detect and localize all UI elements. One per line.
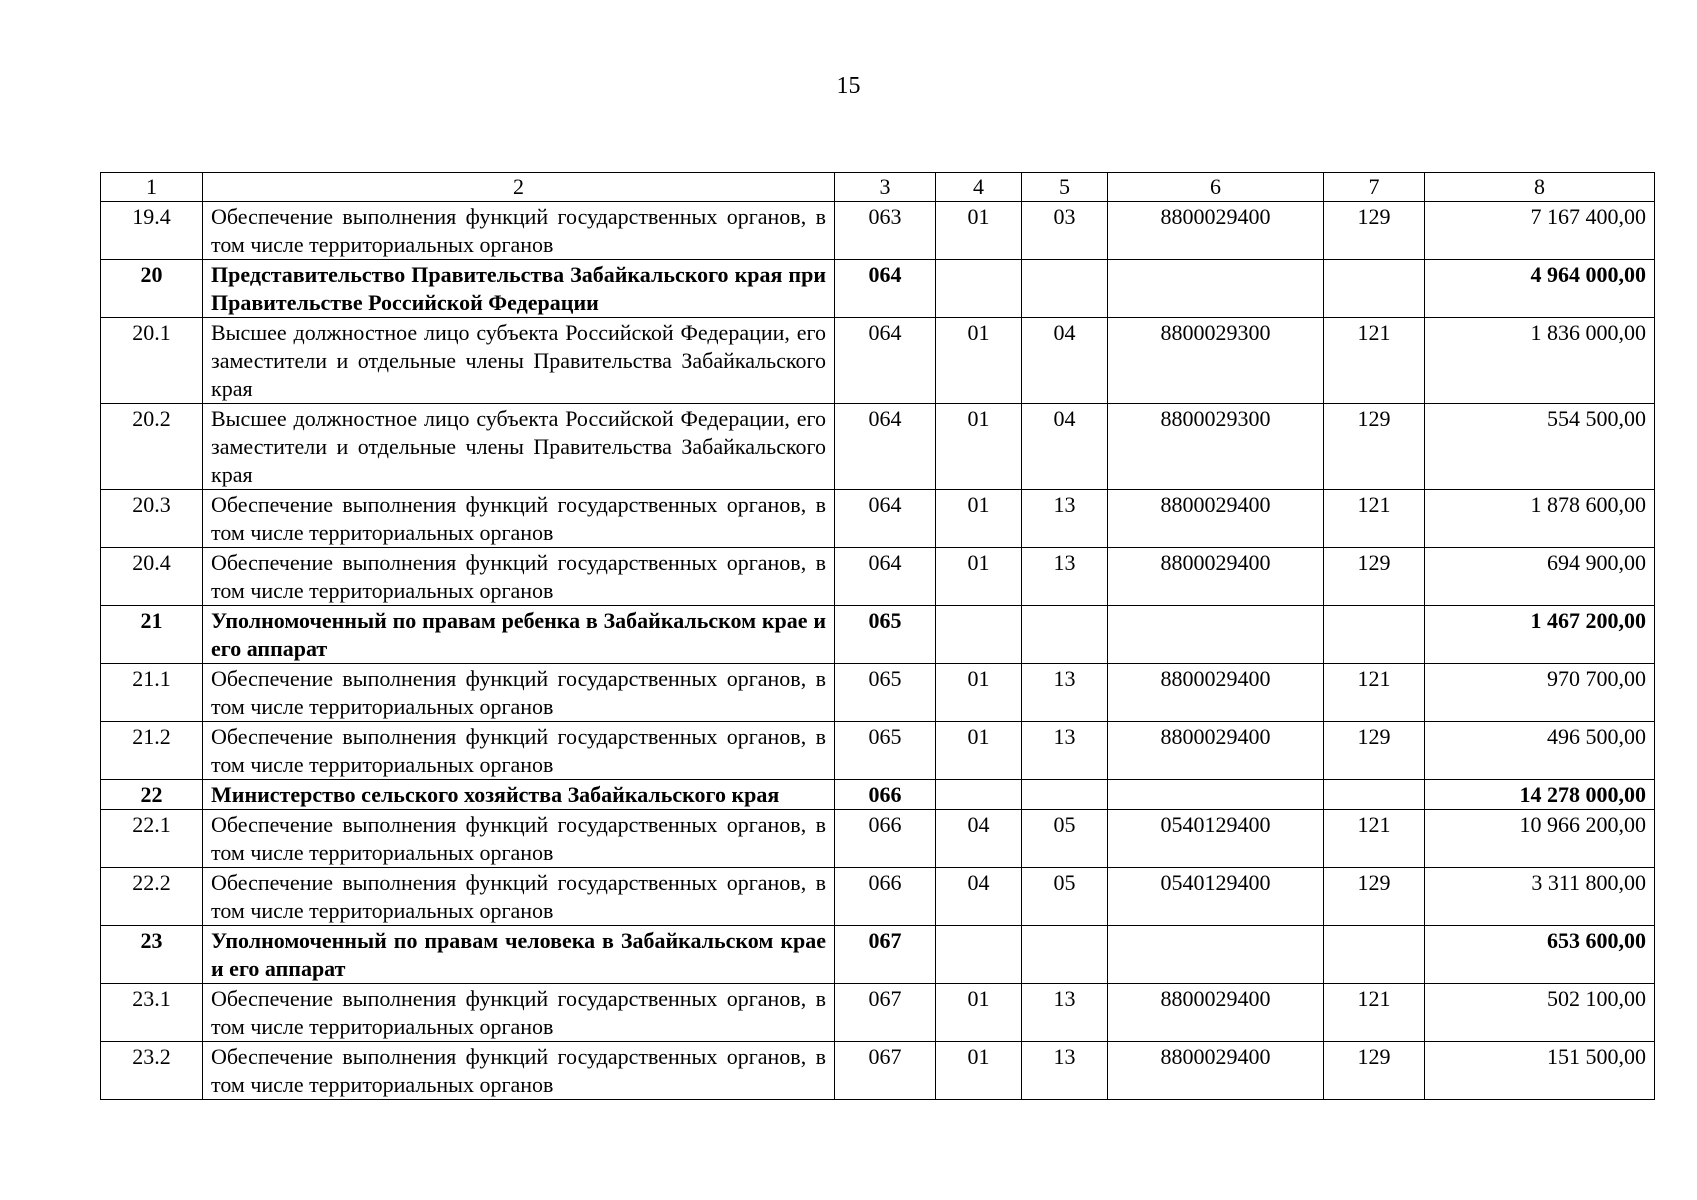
- row-number: 20.3: [101, 490, 203, 548]
- row-ministry-code: 064: [835, 490, 936, 548]
- row-amount: 3 311 800,00: [1425, 868, 1655, 926]
- row-name: Обеспечение выполнения функций государственных органов, в том числе территориальных органов: [203, 868, 835, 926]
- row-expense-code: 129: [1324, 1042, 1425, 1100]
- row-amount: 694 900,00: [1425, 548, 1655, 606]
- row-ministry-code: 067: [835, 926, 936, 984]
- row-expense-code: 129: [1324, 202, 1425, 260]
- row-target-code: 8800029400: [1108, 664, 1324, 722]
- page-number: 15: [836, 73, 861, 99]
- column-header-4: 4: [936, 173, 1022, 202]
- row-ministry-code: 066: [835, 780, 936, 810]
- table-row: [101, 810, 1655, 868]
- row-number: 22: [101, 780, 203, 810]
- row-target-code: [1108, 780, 1324, 810]
- row-target-code: 8800029400: [1108, 202, 1324, 260]
- row-amount: 10 966 200,00: [1425, 810, 1655, 868]
- row-amount: 7 167 400,00: [1425, 202, 1655, 260]
- row-expense-code: 121: [1324, 810, 1425, 868]
- row-number: 23.1: [101, 984, 203, 1042]
- row-name: Высшее должностное лицо субъекта Российской Федерации, его заместители и отдельные члены Правительства Забайкальского края: [203, 318, 835, 404]
- row-amount: 4 964 000,00: [1425, 260, 1655, 318]
- row-target-code: [1108, 926, 1324, 984]
- row-ministry-code: 064: [835, 318, 936, 404]
- row-subsection-code: 05: [1022, 810, 1108, 868]
- row-expense-code: [1324, 926, 1425, 984]
- row-number: 20.1: [101, 318, 203, 404]
- row-section-code: 01: [936, 490, 1022, 548]
- column-header-1: 1: [101, 173, 203, 202]
- column-header-5: 5: [1022, 173, 1108, 202]
- table-row-section: [101, 780, 1655, 810]
- row-number: 21: [101, 606, 203, 664]
- row-number: 23.2: [101, 1042, 203, 1100]
- row-subsection-code: 13: [1022, 984, 1108, 1042]
- table-body: [101, 202, 1655, 1100]
- row-subsection-code: [1022, 780, 1108, 810]
- table-row: [101, 1042, 1655, 1100]
- row-target-code: 8800029400: [1108, 548, 1324, 606]
- row-name: Представительство Правительства Забайкальского края при Правительстве Российской Федерации: [203, 260, 835, 318]
- row-ministry-code: 064: [835, 548, 936, 606]
- row-amount: 554 500,00: [1425, 404, 1655, 490]
- row-name: Уполномоченный по правам человека в Забайкальском крае и его аппарат: [203, 926, 835, 984]
- table-row: [101, 404, 1655, 490]
- row-number: 20: [101, 260, 203, 318]
- row-target-code: 8800029300: [1108, 404, 1324, 490]
- table-row: [101, 868, 1655, 926]
- row-ministry-code: 066: [835, 810, 936, 868]
- row-section-code: 01: [936, 1042, 1022, 1100]
- row-target-code: 8800029400: [1108, 1042, 1324, 1100]
- row-expense-code: 129: [1324, 868, 1425, 926]
- row-ministry-code: 065: [835, 722, 936, 780]
- row-number: 22.2: [101, 868, 203, 926]
- row-name: Обеспечение выполнения функций государственных органов, в том числе территориальных органов: [203, 490, 835, 548]
- table-row: [101, 664, 1655, 722]
- row-target-code: [1108, 606, 1324, 664]
- row-subsection-code: 13: [1022, 548, 1108, 606]
- row-amount: 1 467 200,00: [1425, 606, 1655, 664]
- row-ministry-code: 067: [835, 984, 936, 1042]
- row-target-code: 0540129400: [1108, 868, 1324, 926]
- row-target-code: 8800029400: [1108, 722, 1324, 780]
- table-row: [101, 202, 1655, 260]
- table-row: [101, 548, 1655, 606]
- row-expense-code: 121: [1324, 664, 1425, 722]
- row-number: 19.4: [101, 202, 203, 260]
- row-number: 20.2: [101, 404, 203, 490]
- row-name: Обеспечение выполнения функций государственных органов, в том числе территориальных органов: [203, 1042, 835, 1100]
- row-subsection-code: 03: [1022, 202, 1108, 260]
- row-section-code: 01: [936, 722, 1022, 780]
- row-ministry-code: 066: [835, 868, 936, 926]
- column-header-7: 7: [1324, 173, 1425, 202]
- row-target-code: 8800029400: [1108, 490, 1324, 548]
- row-target-code: 0540129400: [1108, 810, 1324, 868]
- row-subsection-code: [1022, 926, 1108, 984]
- row-subsection-code: [1022, 260, 1108, 318]
- table-row-section: [101, 606, 1655, 664]
- row-name: Высшее должностное лицо субъекта Российской Федерации, его заместители и отдельные члены Правительства Забайкальского края: [203, 404, 835, 490]
- row-subsection-code: 04: [1022, 404, 1108, 490]
- table-row: [101, 984, 1655, 1042]
- row-number: 21.2: [101, 722, 203, 780]
- row-expense-code: 121: [1324, 490, 1425, 548]
- row-name: Обеспечение выполнения функций государственных органов, в том числе территориальных органов: [203, 810, 835, 868]
- row-subsection-code: 13: [1022, 490, 1108, 548]
- row-section-code: 01: [936, 984, 1022, 1042]
- row-ministry-code: 067: [835, 1042, 936, 1100]
- row-target-code: [1108, 260, 1324, 318]
- row-subsection-code: 05: [1022, 868, 1108, 926]
- row-ministry-code: 064: [835, 404, 936, 490]
- row-name: Обеспечение выполнения функций государственных органов, в том числе территориальных органов: [203, 722, 835, 780]
- row-section-code: 04: [936, 868, 1022, 926]
- row-expense-code: 121: [1324, 984, 1425, 1042]
- row-name: Обеспечение выполнения функций государственных органов, в том числе территориальных органов: [203, 984, 835, 1042]
- row-amount: 1 836 000,00: [1425, 318, 1655, 404]
- row-target-code: 8800029400: [1108, 984, 1324, 1042]
- row-amount: 502 100,00: [1425, 984, 1655, 1042]
- row-section-code: [936, 926, 1022, 984]
- row-expense-code: 129: [1324, 722, 1425, 780]
- row-expense-code: [1324, 780, 1425, 810]
- column-header-2: 2: [203, 173, 835, 202]
- row-section-code: 01: [936, 318, 1022, 404]
- row-number: 21.1: [101, 664, 203, 722]
- row-name: Обеспечение выполнения функций государственных органов, в том числе территориальных органов: [203, 664, 835, 722]
- row-ministry-code: 064: [835, 260, 936, 318]
- row-expense-code: [1324, 260, 1425, 318]
- row-amount: 14 278 000,00: [1425, 780, 1655, 810]
- row-section-code: [936, 260, 1022, 318]
- table-row: [101, 490, 1655, 548]
- row-amount: 496 500,00: [1425, 722, 1655, 780]
- row-subsection-code: 13: [1022, 1042, 1108, 1100]
- budget-table: [100, 172, 1655, 1100]
- row-section-code: 01: [936, 548, 1022, 606]
- table-row: [101, 318, 1655, 404]
- row-amount: 1 878 600,00: [1425, 490, 1655, 548]
- row-amount: 653 600,00: [1425, 926, 1655, 984]
- row-subsection-code: 13: [1022, 664, 1108, 722]
- row-number: 23: [101, 926, 203, 984]
- row-subsection-code: 04: [1022, 318, 1108, 404]
- row-amount: 970 700,00: [1425, 664, 1655, 722]
- row-section-code: 01: [936, 404, 1022, 490]
- row-name: Уполномоченный по правам ребенка в Забайкальском крае и его аппарат: [203, 606, 835, 664]
- column-header-6: 6: [1108, 173, 1324, 202]
- column-header-8: 8: [1425, 173, 1655, 202]
- row-name: Министерство сельского хозяйства Забайкальского края: [203, 780, 835, 810]
- row-number: 22.1: [101, 810, 203, 868]
- row-number: 20.4: [101, 548, 203, 606]
- row-amount: 151 500,00: [1425, 1042, 1655, 1100]
- row-expense-code: 121: [1324, 318, 1425, 404]
- row-ministry-code: 063: [835, 202, 936, 260]
- table-row-section: [101, 926, 1655, 984]
- row-target-code: 8800029300: [1108, 318, 1324, 404]
- row-expense-code: 129: [1324, 548, 1425, 606]
- row-name: Обеспечение выполнения функций государственных органов, в том числе территориальных органов: [203, 548, 835, 606]
- row-section-code: 01: [936, 664, 1022, 722]
- row-section-code: 04: [936, 810, 1022, 868]
- header-row: [101, 173, 1655, 202]
- table-row-section: [101, 260, 1655, 318]
- row-subsection-code: [1022, 606, 1108, 664]
- row-name: Обеспечение выполнения функций государственных органов, в том числе территориальных органов: [203, 202, 835, 260]
- row-section-code: 01: [936, 202, 1022, 260]
- row-expense-code: [1324, 606, 1425, 664]
- table-row: [101, 722, 1655, 780]
- row-ministry-code: 065: [835, 664, 936, 722]
- row-expense-code: 129: [1324, 404, 1425, 490]
- row-ministry-code: 065: [835, 606, 936, 664]
- column-header-3: 3: [835, 173, 936, 202]
- row-section-code: [936, 780, 1022, 810]
- row-subsection-code: 13: [1022, 722, 1108, 780]
- row-section-code: [936, 606, 1022, 664]
